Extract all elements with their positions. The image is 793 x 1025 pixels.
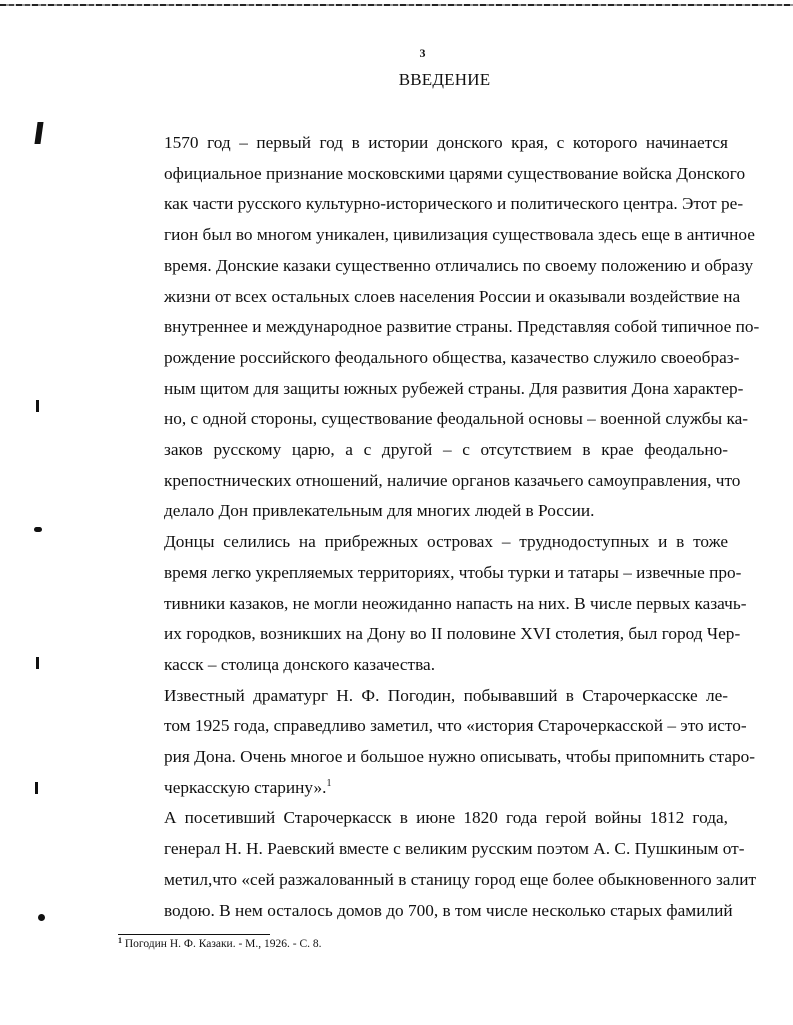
text-line: касск – столица донского казачества. xyxy=(164,654,436,674)
text-line: ным щитом для защиты южных рубежей страны. Для развития Дона характер- xyxy=(164,378,744,398)
footnote-text: Погодин Н. Ф. Казаки. - М., 1926. - С. 8. xyxy=(124,938,322,950)
text-line: как части русского культурно-исторического и политического центра. Этот ре- xyxy=(164,194,744,214)
paragraph xyxy=(118,527,747,681)
text-line-content: черкасскую старину». xyxy=(164,777,327,797)
scan-top-border xyxy=(0,4,793,6)
footnote-number: 1 xyxy=(118,936,122,945)
text-line: внутреннее и международное развитие страны. Представляя собой типичное по- xyxy=(164,317,760,337)
text-line: рия Дона. Очень многое и большое нужно описывать, чтобы припомнить старо- xyxy=(164,747,756,767)
text-line: время. Донские казаки существенно отличались по своему положению и образу xyxy=(164,255,754,275)
scan-artifact xyxy=(38,914,45,921)
text-line xyxy=(118,773,728,804)
scan-artifact xyxy=(36,400,39,412)
text-line: заков русскому царю, а с другой – с отсутствием в крае феодально- xyxy=(164,440,728,460)
scan-artifact xyxy=(34,122,43,144)
scan-artifact xyxy=(36,657,39,669)
text-line: А посетивший Старочеркасск в июне 1820 года герой войны 1812 года, xyxy=(164,808,728,828)
body-text xyxy=(118,128,760,926)
text-line: жизни от всех остальных слоев населения России и оказывали воздействие на xyxy=(164,286,741,306)
text-line: тивники казаков, не могли неожиданно напасть на них. В числе первых казачь- xyxy=(164,593,747,613)
footnote-reference[interactable]: 1 xyxy=(326,777,332,789)
text-line: генерал Н. Н. Раевский вместе с великим русским поэтом А. С. Пушкиным от- xyxy=(164,839,745,859)
text-line: метил,что «сей разжалованный в станицу город еще более обыкновенного залит xyxy=(164,869,757,889)
text-line: 1570 год – первый год в истории донского края, с которого начинается xyxy=(164,133,728,152)
text-line: гион был во многом уникален, цивилизация существовала здесь еще в античное xyxy=(164,225,755,245)
paragraph xyxy=(118,803,757,926)
paragraph xyxy=(118,128,760,527)
text-line: рождение российского феодального общества, казачество служило своеобраз- xyxy=(164,347,740,367)
text-line: крепостнических отношений, наличие органов казачьего самоуправления, что xyxy=(164,470,741,490)
text-line: их городков, возникших на Дону во II половине XVI столетия, был город Чер- xyxy=(164,624,741,644)
text-line: Донцы селились на прибрежных островах – труднодоступных и в тоже xyxy=(164,532,728,552)
text-line: но, с одной стороны, существование феодальной основы – военной службы ка- xyxy=(164,409,749,429)
text-line: официальное признание московскими царями существование войска Донского xyxy=(164,163,746,183)
footnote-separator xyxy=(118,934,270,935)
page-title: ВВЕДЕНИЕ xyxy=(398,70,491,89)
footnote xyxy=(118,938,322,950)
page-number: 3 xyxy=(419,46,426,60)
text-line: том 1925 года, справедливо заметил, что «история Старочеркасской – это исто- xyxy=(164,716,747,736)
text-line: делало Дон привлекательным для многих людей в России. xyxy=(164,501,595,521)
scan-artifact xyxy=(35,782,38,794)
paragraph xyxy=(118,681,756,804)
text-line: водою. В нем осталось домов до 700, в том числе несколько старых фамилий xyxy=(164,900,733,920)
text-line: Известный драматург Н. Ф. Погодин, побывавший в Старочеркасске ле- xyxy=(164,685,728,705)
text-line: время легко укрепляемых территориях, чтобы турки и татары – извечные про- xyxy=(164,562,742,582)
scan-artifact xyxy=(34,527,42,532)
